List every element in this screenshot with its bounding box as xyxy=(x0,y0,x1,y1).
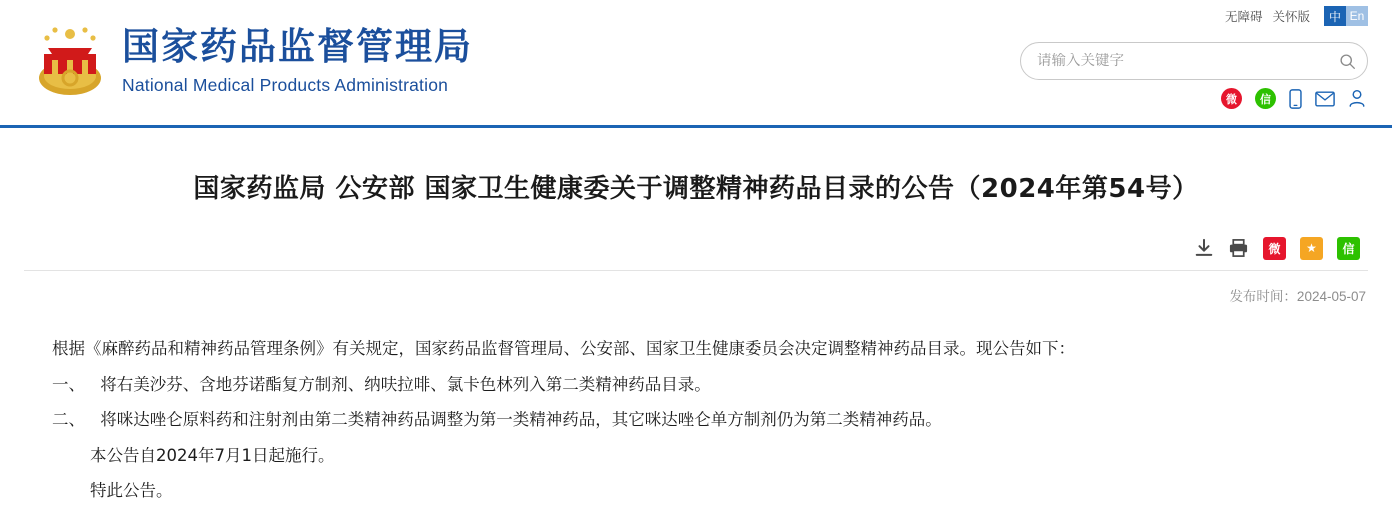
article-body xyxy=(0,305,1392,508)
top-utility-bar xyxy=(1225,0,1392,32)
wechat-glyph: 信 xyxy=(1255,88,1276,109)
article-tool-row xyxy=(24,231,1368,265)
paragraph-0 xyxy=(52,331,1340,366)
paragraph-2-text: 将咪达唑仑原料药和注射剂由第二类精神药品调整为第一类精神药品，其它咪达唑仑单方制剂仍为第二类精神药品。 xyxy=(100,410,942,430)
share-weibo-icon[interactable]: 微 xyxy=(1263,237,1286,260)
print-icon[interactable] xyxy=(1228,238,1249,258)
accessibility-link[interactable]: 无障碍 xyxy=(1224,10,1263,24)
download-icon[interactable] xyxy=(1194,238,1214,258)
publish-date: 发布时间：2024-05-07 xyxy=(1229,289,1366,305)
paragraph-2 xyxy=(52,402,1340,437)
organization-name-block[interactable] xyxy=(122,26,473,96)
paragraph-1 xyxy=(52,367,1340,402)
paragraph-3 xyxy=(52,438,1340,473)
article-container xyxy=(0,128,1392,508)
language-switcher xyxy=(1324,6,1368,26)
weibo-icon[interactable] xyxy=(1221,88,1242,109)
share-favorite-icon[interactable]: ★ xyxy=(1300,237,1323,260)
org-name-cn: 国家药品监督管理局 xyxy=(122,25,473,68)
paragraph-3-text: 本公告自2024年7月1日起施行。 xyxy=(90,445,335,465)
wechat-icon[interactable] xyxy=(1255,88,1276,109)
lang-chinese-button[interactable]: 中 xyxy=(1324,6,1346,26)
org-name-en: National Medical Products Administration xyxy=(122,74,449,95)
paragraph-4 xyxy=(52,473,1340,508)
paragraph-4-text: 特此公告。 xyxy=(90,480,173,500)
elder-mode-link[interactable]: 关怀版 xyxy=(1272,10,1310,24)
page-title: 国家药监局 公安部 国家卫生健康委关于调整精神药品目录的公告（2024年第54号） xyxy=(193,174,1199,204)
divider xyxy=(24,270,1368,271)
national-emblem-icon xyxy=(28,18,112,102)
share-wechat-icon[interactable]: 信 xyxy=(1337,237,1360,260)
search-icon[interactable] xyxy=(1327,43,1367,79)
paragraph-1-text: 将右美沙芬、含地芬诺酯复方制剂、纳呋拉啡、氯卡色林列入第二类精神药品目录。 xyxy=(100,374,711,394)
paragraph-0-text: 根据《麻醉药品和精神药品管理条例》有关规定，国家药品监督管理局、公安部、国家卫生健康委员会决定调整精神药品目录。现公告如下： xyxy=(52,339,1075,359)
mail-icon[interactable] xyxy=(1315,91,1335,107)
paragraph-1-lead: 一、 xyxy=(52,374,85,394)
mobile-icon[interactable] xyxy=(1289,89,1302,109)
weibo-glyph: 微 xyxy=(1221,88,1242,109)
lang-english-button[interactable]: En xyxy=(1346,6,1368,26)
search-input[interactable] xyxy=(1021,53,1327,69)
paragraph-2-lead: 二、 xyxy=(52,410,85,430)
user-icon[interactable] xyxy=(1348,89,1366,108)
search-box[interactable] xyxy=(1020,42,1368,80)
site-header xyxy=(0,0,1392,128)
social-icon-row xyxy=(1221,88,1366,109)
